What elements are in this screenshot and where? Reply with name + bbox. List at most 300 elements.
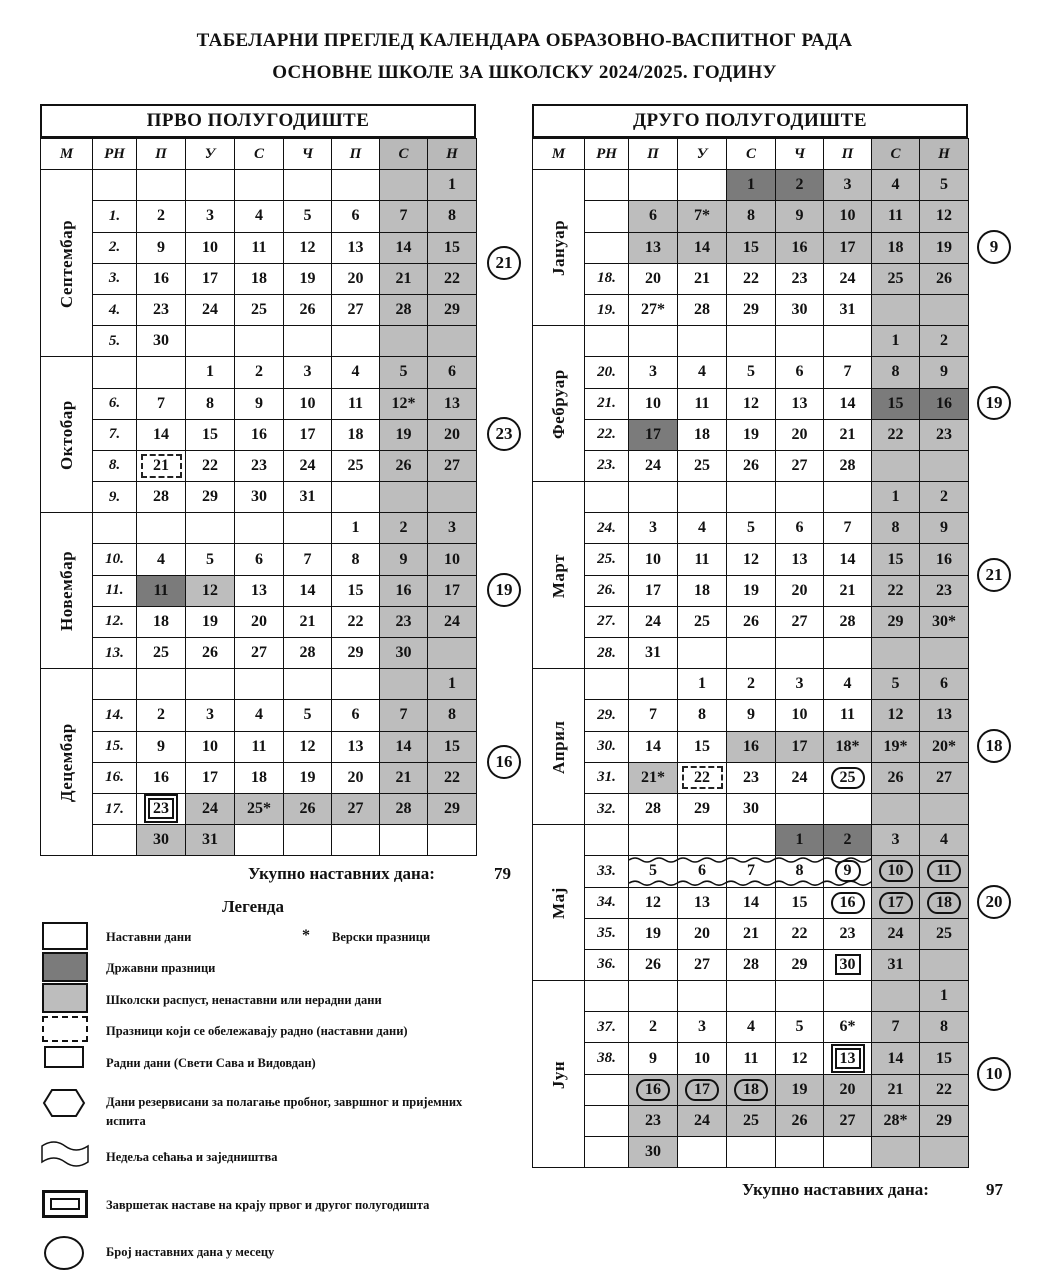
day-number: 13 (444, 394, 460, 412)
day-number: 28 (395, 301, 412, 319)
day-number: 26 (299, 301, 316, 319)
calendar-day (920, 388, 969, 419)
calendar-day (380, 606, 428, 637)
day-number: 25 (743, 1111, 759, 1129)
teaching-day-number: 13. (93, 638, 137, 669)
calendar-day (776, 575, 824, 606)
calendar-day (186, 388, 235, 419)
calendar-day (235, 700, 284, 731)
calendar-day (137, 263, 186, 294)
calendar-day (235, 294, 284, 325)
calendar-day (332, 232, 380, 263)
day-number: 26 (299, 800, 316, 818)
calendar-day (428, 669, 477, 700)
day-number: 12 (936, 207, 952, 225)
week-row (533, 1137, 969, 1168)
calendar-day (380, 793, 428, 824)
calendar-day (727, 606, 776, 637)
day-number: 20 (444, 425, 460, 443)
month-day-count: 18 (977, 729, 1011, 763)
day-number: 9 (795, 207, 804, 225)
day-number: 23 (839, 924, 856, 942)
calendar-day (920, 669, 969, 700)
teaching-day-number (93, 357, 137, 388)
day-number: 21 (153, 456, 169, 474)
calendar-day (872, 762, 920, 793)
first-total-label: Укупно наставних дана: (248, 864, 435, 883)
calendar-day (824, 201, 872, 232)
month-label: Мај (533, 825, 585, 981)
calendar-day (678, 638, 727, 669)
calendar-day (428, 700, 477, 731)
week-row (41, 793, 477, 824)
teaching-day-number: 37. (585, 1012, 629, 1043)
calendar-day (186, 419, 235, 450)
week-row (533, 544, 969, 575)
day-number: 17 (444, 581, 460, 599)
calendar-day (235, 513, 284, 544)
calendar-day (872, 419, 920, 450)
calendar-day (920, 170, 969, 201)
calendar-day (235, 357, 284, 388)
calendar-day (920, 1105, 969, 1136)
calendar-day (137, 326, 186, 357)
day-number: 2 (747, 675, 755, 693)
calendar-day (629, 981, 678, 1012)
day-number: 19 (791, 1080, 808, 1098)
day-number: 16 (251, 425, 267, 443)
calendar-day (872, 1074, 920, 1105)
day-number: 29 (936, 1111, 952, 1129)
week-row (41, 357, 477, 388)
teaching-day-number: 15. (93, 731, 137, 762)
day-number: 13 (694, 893, 710, 911)
calendar-day (824, 1043, 872, 1074)
week-row (533, 856, 969, 887)
day-number: 3 (649, 519, 657, 537)
calendar-day (920, 1074, 969, 1105)
day-number: 28* (883, 1111, 908, 1129)
day-number: 8 (747, 207, 755, 225)
calendar-day (428, 606, 477, 637)
calendar-day (332, 388, 380, 419)
calendar-day (428, 575, 477, 606)
calendar-day (629, 1012, 678, 1043)
teaching-day-number: 19. (585, 294, 629, 325)
calendar-day (380, 326, 428, 357)
day-number: 4 (698, 363, 706, 381)
calendar-day (776, 1074, 824, 1105)
calendar-day (727, 638, 776, 669)
calendar-day (284, 544, 332, 575)
teaching-day-number: 31. (585, 762, 629, 793)
column-header: П (629, 139, 678, 170)
day-number: 27 (251, 644, 267, 662)
calendar-day (727, 669, 776, 700)
day-number: 28 (839, 456, 856, 474)
calendar-day (428, 170, 477, 201)
calendar-day (186, 575, 235, 606)
calendar-day (920, 482, 969, 513)
calendar-day (428, 450, 477, 481)
calendar-day (428, 513, 477, 544)
calendar-day (284, 482, 332, 513)
month-label: Април (533, 669, 585, 825)
calendar-day (920, 450, 969, 481)
day-number: 20 (251, 612, 267, 630)
calendar-day (284, 793, 332, 824)
calendar-day (284, 419, 332, 450)
calendar-day (380, 419, 428, 450)
day-number: 24 (299, 456, 316, 474)
calendar-day (824, 388, 872, 419)
day-number: 24 (645, 612, 661, 630)
calendar-day (137, 482, 186, 513)
calendar-day (824, 606, 872, 637)
teaching-day-number: 8. (93, 450, 137, 481)
calendar-day (872, 856, 920, 887)
week-row (533, 575, 969, 606)
teaching-day-number: 11. (93, 575, 137, 606)
teaching-day-number (93, 669, 137, 700)
calendar-day (629, 1074, 678, 1105)
calendar-day (428, 544, 477, 575)
legend-item-teaching: Наставни дани (106, 930, 192, 944)
day-number: 27 (347, 800, 364, 818)
day-number: 14 (743, 893, 759, 911)
day-number: 21* (641, 768, 665, 786)
legend-religious-mark: * (302, 927, 310, 944)
calendar-day (284, 513, 332, 544)
day-number: 26 (743, 456, 759, 474)
calendar-day (284, 669, 332, 700)
calendar-day (284, 606, 332, 637)
day-number: 22 (347, 612, 364, 630)
week-row (533, 513, 969, 544)
day-number: 10 (645, 550, 661, 568)
calendar-day (678, 544, 727, 575)
calendar-day (235, 482, 284, 513)
day-number: 1 (698, 675, 706, 693)
day-number: 4 (698, 519, 706, 537)
calendar-day (235, 669, 284, 700)
calendar-day (872, 918, 920, 949)
day-number: 5 (795, 1018, 804, 1036)
week-row (41, 700, 477, 731)
calendar-day (186, 762, 235, 793)
month-day-count: 20 (977, 885, 1011, 919)
calendar-day (137, 294, 186, 325)
day-number: 24 (791, 768, 808, 786)
day-number: 15 (444, 737, 460, 755)
calendar-day (235, 201, 284, 232)
day-number: 5 (747, 519, 755, 537)
calendar-day (137, 700, 186, 731)
calendar-day (629, 825, 678, 856)
calendar-day (776, 793, 824, 824)
calendar-day (380, 294, 428, 325)
calendar-day (776, 263, 824, 294)
calendar-day (380, 669, 428, 700)
day-number: 3 (303, 363, 312, 381)
calendar-day (872, 544, 920, 575)
day-number: 5 (399, 363, 408, 381)
calendar-day (678, 1012, 727, 1043)
calendar-day (678, 793, 727, 824)
month-label: Новембар (41, 513, 93, 669)
day-number: 25 (251, 301, 267, 319)
day-number: 1 (795, 831, 804, 849)
calendar-day (776, 638, 824, 669)
calendar-day (920, 793, 969, 824)
calendar-day (186, 294, 235, 325)
teaching-day-number: 29. (585, 700, 629, 731)
day-number: 15 (887, 550, 904, 568)
calendar-day (629, 263, 678, 294)
day-number: 17 (202, 768, 218, 786)
calendar-day (284, 294, 332, 325)
day-number: 26 (791, 1111, 808, 1129)
day-number: 18 (694, 425, 710, 443)
calendar-day (380, 825, 428, 856)
column-header: С (235, 139, 284, 170)
day-number: 24 (694, 1111, 710, 1129)
teaching-day-number: 14. (93, 700, 137, 731)
day-number: 26 (887, 768, 904, 786)
calendar-day (678, 263, 727, 294)
calendar-day (629, 201, 678, 232)
calendar-day (380, 482, 428, 513)
week-row (41, 419, 477, 450)
calendar-day (629, 170, 678, 201)
calendar-day (332, 482, 380, 513)
day-number: 2 (940, 488, 948, 506)
legend-swatch-working-days (44, 1046, 84, 1068)
day-number: 9 (940, 363, 948, 381)
day-number: 16 (636, 1079, 670, 1101)
calendar-day (776, 544, 824, 575)
teaching-day-number: 18. (585, 263, 629, 294)
calendar-day (137, 170, 186, 201)
day-number: 15 (887, 394, 904, 412)
day-number: 3 (698, 1018, 706, 1036)
day-number: 11 (839, 706, 856, 724)
day-number: 22 (743, 269, 759, 287)
calendar-day (920, 1137, 969, 1168)
day-number: 9 (835, 860, 861, 882)
day-number: 8 (448, 706, 456, 724)
calendar-day (824, 638, 872, 669)
column-header: Ч (776, 139, 824, 170)
calendar-day (428, 388, 477, 419)
week-row (533, 638, 969, 669)
month-label: Фебруар (533, 326, 585, 482)
calendar-day (186, 263, 235, 294)
title-line-1: ТАБЕЛАРНИ ПРЕГЛЕД КАЛЕНДАРА ОБРАЗОВНО-ВАСПИТНОГ РАДА (196, 30, 853, 51)
calendar-day (629, 669, 678, 700)
day-number: 13 (791, 394, 808, 412)
teaching-day-number: 16. (93, 762, 137, 793)
calendar-day (678, 700, 727, 731)
day-number: 3 (843, 176, 852, 194)
day-number: 7 (843, 519, 852, 537)
calendar-day (727, 1137, 776, 1168)
calendar-day (678, 419, 727, 450)
month-label: Септембар (41, 170, 93, 357)
calendar-day (137, 575, 186, 606)
calendar-day (629, 450, 678, 481)
calendar-day (629, 575, 678, 606)
calendar-day (872, 263, 920, 294)
calendar-day (824, 513, 872, 544)
day-number: 2 (940, 332, 948, 350)
day-number: 20 (347, 269, 364, 287)
day-number: 24 (202, 800, 218, 818)
calendar-day (235, 419, 284, 450)
calendar-day (776, 232, 824, 263)
day-number: 7 (649, 706, 657, 724)
calendar-day (629, 388, 678, 419)
calendar-day (920, 981, 969, 1012)
calendar-day (332, 700, 380, 731)
week-row (41, 606, 477, 637)
legend-swatch-teaching (42, 922, 88, 950)
day-number: 7 (399, 207, 408, 225)
day-number: 12 (299, 737, 316, 755)
day-number: 25 (694, 612, 710, 630)
calendar-day (629, 638, 678, 669)
day-number: 6 (649, 207, 657, 225)
day-number: 13 (347, 737, 364, 755)
day-number: 2 (649, 1018, 657, 1036)
calendar-day (186, 793, 235, 824)
calendar-day (920, 1043, 969, 1074)
week-row (533, 606, 969, 637)
day-number: 3 (649, 363, 657, 381)
first-semester-table (40, 138, 477, 856)
day-number: 11 (743, 1049, 759, 1067)
calendar-day (678, 513, 727, 544)
day-number: 25 (347, 456, 364, 474)
day-number: 30 (395, 644, 412, 662)
calendar-day (920, 638, 969, 669)
calendar-day (824, 1012, 872, 1043)
legend-item-remembrance-week: Недеља сећања и заједништва (106, 1150, 278, 1164)
day-number: 10 (202, 737, 218, 755)
calendar-day (872, 575, 920, 606)
calendar-day (332, 825, 380, 856)
week-row (41, 669, 477, 700)
calendar-day (824, 419, 872, 450)
calendar-day (284, 638, 332, 669)
calendar-day (872, 793, 920, 824)
day-number: 15 (202, 425, 218, 443)
week-row (41, 762, 477, 793)
day-number: 29 (694, 800, 710, 818)
legend-item-religious: Верски празници (332, 930, 431, 944)
calendar-day (824, 450, 872, 481)
day-number: 28 (743, 955, 759, 973)
first-semester-title: ПРВО ПОЛУГОДИШТЕ (146, 110, 370, 131)
day-number: 20* (932, 737, 956, 755)
day-number: 26 (395, 456, 412, 474)
day-number: 18 (927, 892, 961, 914)
calendar-day (235, 326, 284, 357)
day-number: 6 (351, 207, 360, 225)
week-row (533, 1105, 969, 1136)
day-number: 26 (743, 612, 759, 630)
day-number: 2 (157, 706, 165, 724)
day-number: 17 (645, 581, 661, 599)
teaching-day-number: 26. (585, 575, 629, 606)
day-number: 14 (395, 238, 412, 256)
day-number: 8 (940, 1018, 948, 1036)
day-number: 5 (649, 862, 657, 880)
legend-item-worked-holiday: Празници који се обележавају радно (наставни дани) (106, 1024, 408, 1038)
calendar-day (380, 263, 428, 294)
calendar-day (284, 201, 332, 232)
calendar-day (727, 544, 776, 575)
calendar-day (727, 450, 776, 481)
week-row (533, 949, 969, 980)
day-number: 12 (645, 893, 661, 911)
calendar-day (824, 544, 872, 575)
calendar-day (235, 575, 284, 606)
calendar-day (137, 669, 186, 700)
first-total-value: 79 (494, 864, 511, 883)
calendar-day (284, 825, 332, 856)
day-number: 23 (395, 612, 412, 630)
teaching-day-number: 17. (93, 793, 137, 824)
teaching-day-number (585, 170, 629, 201)
day-number: 23 (645, 1111, 661, 1129)
calendar-day (332, 201, 380, 232)
week-row (41, 731, 477, 762)
day-number: 27 (444, 456, 460, 474)
calendar-day (678, 981, 727, 1012)
calendar-day (920, 825, 969, 856)
day-number: 21 (395, 269, 412, 287)
day-number: 9 (649, 1049, 657, 1067)
day-number: 7 (303, 550, 312, 568)
calendar-day (727, 981, 776, 1012)
day-number: 23 (936, 425, 952, 443)
day-number: 20 (347, 768, 364, 786)
calendar-day (776, 825, 824, 856)
calendar-day (776, 1012, 824, 1043)
day-number: 27 (347, 301, 364, 319)
calendar-day (186, 326, 235, 357)
week-row (533, 450, 969, 481)
calendar-day (235, 606, 284, 637)
day-number: 24 (645, 456, 661, 474)
teaching-day-number: 1. (93, 201, 137, 232)
calendar-day (678, 575, 727, 606)
second-semester-title: ДРУГО ПОЛУГОДИШТЕ (632, 110, 867, 131)
day-number: 10 (299, 394, 316, 412)
day-number: 18 (251, 269, 267, 287)
calendar-day (727, 1074, 776, 1105)
calendar-day (727, 357, 776, 388)
calendar-day (235, 450, 284, 481)
calendar-day (824, 575, 872, 606)
week-row (41, 450, 477, 481)
calendar-day (776, 669, 824, 700)
day-number: 4 (747, 1018, 755, 1036)
week-row (41, 544, 477, 575)
day-number: 12* (391, 394, 416, 412)
day-number: 10 (791, 706, 808, 724)
